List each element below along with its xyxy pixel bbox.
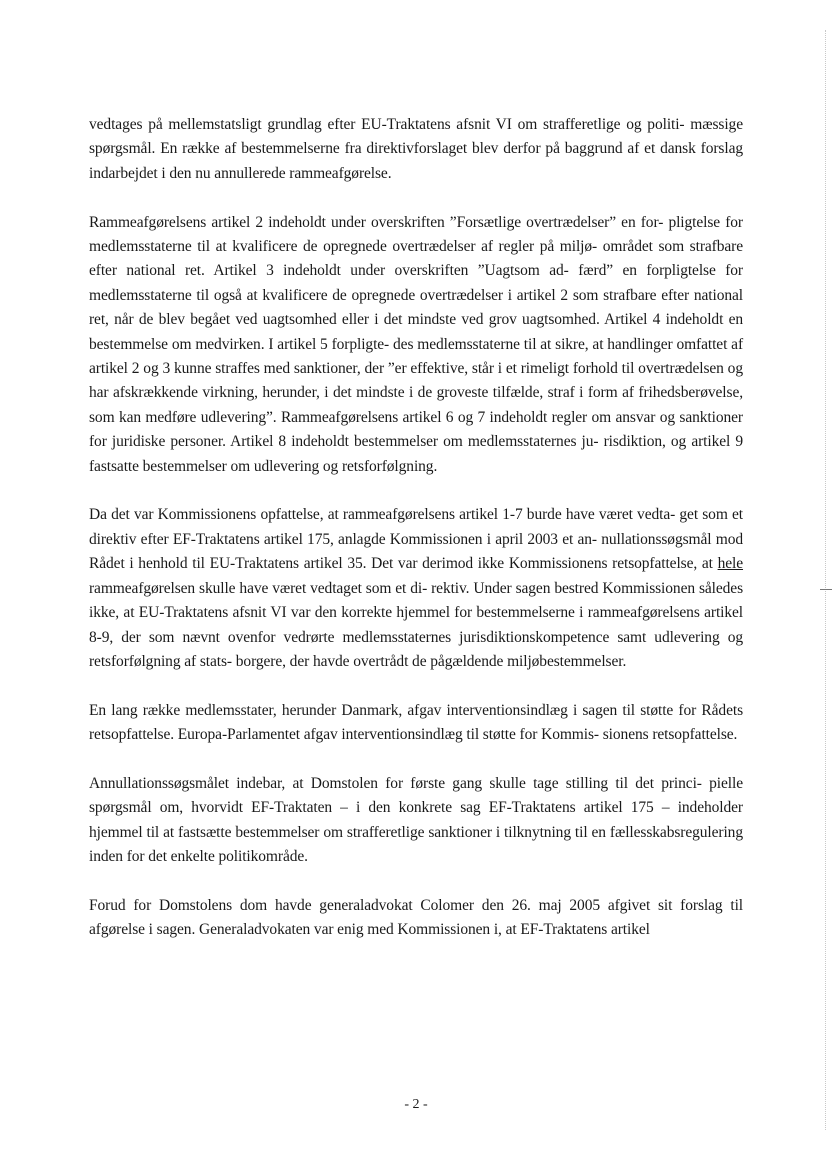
text-line: nullationssøgsmål mod Rådet i henhold til EU-Traktatens artikel 35. Det var derimod ikke xyxy=(89,530,743,573)
paragraph-1 xyxy=(89,113,743,186)
body-text xyxy=(89,113,743,967)
page-number: - 2 - xyxy=(404,1097,428,1112)
text-line: pielle spørgsmål om, hvorvidt EF-Traktaten – i den konkrete sag EF-Traktatens artikel 175 – xyxy=(89,774,743,817)
text-line: get som et direktiv efter EF-Traktatens artikel 175, anlagde Kommissionen i april 2003 et an- xyxy=(89,506,743,548)
text-line: borgere, der havde overtrådt de pågældende miljøbestemmelser. xyxy=(235,652,627,670)
text-line: mæssige spørgsmål. En række af bestemmelserne fra direktivforslaget blev derfor på baggrund xyxy=(89,116,743,158)
text-line: Forud for Domstolens dom havde generaladvokat Colomer den 26. maj 2005 afgivet sit forslag xyxy=(89,896,723,914)
paragraph-6 xyxy=(89,894,743,943)
underlined-word: hele xyxy=(717,555,744,573)
text-line: for Rådets retsopfattelse. Europa-Parlamentet afgav interventionsindlæg til støtte for Kommis- xyxy=(89,701,743,744)
text-line: pligtelse for medlemsstaterne til at kvalificere de opregnede overtrædelser af regler på miljø- xyxy=(89,213,743,256)
paragraph-2 xyxy=(89,211,743,479)
text-line: af et dansk forslag indarbejdet i den nu annullerede rammeafgørelse. xyxy=(89,140,743,182)
paragraph-5 xyxy=(89,772,743,870)
text-line: ved grov uagtsomhed. Artikel 4 indeholdt en bestemmelse om medvirken. I artikel 5 forpligte- xyxy=(89,311,743,353)
text-line: sionens retsopfattelse. xyxy=(602,726,738,744)
text-line: Da det var Kommissionens opfattelse, at rammeafgørelsens artikel 1-7 burde have været vedta- xyxy=(89,506,676,524)
text-line: des medlemsstaterne til at sikre, at handlinger omfattet af artikel 2 og 3 kunne straffes med xyxy=(89,335,744,378)
text-line: sanktioner for juridiske personer. Artikel 8 indeholdt bestemmelser om medlemsstaternes ju- xyxy=(89,408,743,451)
text-line: Rammeafgørelsens artikel 2 indeholdt under overskriften ”Forsætlige overtrædelser” en for- xyxy=(89,213,664,231)
text-line: indeholder hjemmel til at fastsætte bestemmelser om strafferetlige sanktioner i tilknytning til en xyxy=(89,799,743,841)
margin-mark xyxy=(820,589,832,590)
text-line: vedtages på mellemstatsligt grundlag efter EU-Traktatens afsnit VI om strafferetlige og politi- xyxy=(89,116,685,133)
text-line: sanktioner, der ”er effektive, står i et rimeligt forhold til overtrædelsen og har afskrækkende xyxy=(89,360,743,402)
paragraph-3 xyxy=(89,503,743,674)
text-line: rektiv. Under sagen bestred Kommissionen således ikke, at EU-Traktatens afsnit VI var den xyxy=(89,579,744,622)
text-line: rammeafgørelsen skulle have været vedtaget som et di- xyxy=(89,579,428,597)
text-line: En lang række medlemsstater, herunder Danmark, afgav interventionsindlæg i sagen til støtte xyxy=(89,701,674,719)
paragraph-4 xyxy=(89,699,743,748)
text-line: til afgørelse i sagen. Generaladvokaten var enig med Kommissionen i, at EF-Traktatens artikel xyxy=(89,896,743,939)
text-line: artikel 2 som strafbare efter national ret, når de blev begået ved uagtsomhed eller i det mindste xyxy=(89,286,743,329)
text-line: Kommissionens retsopfattelse, at xyxy=(508,555,713,573)
text-line: korrekte hjemmel for bestemmelserne i rammeafgørelsens artikel 8-9, der som nævnt ovenfor xyxy=(89,604,743,646)
text-line: området som strafbare efter national ret. Artikel 3 indeholdt under overskriften ”Uagtsom ad- xyxy=(89,238,743,280)
text-line: Annullationssøgsmålet indebar, at Domstolen for første gang skulle tage stilling til det princi- xyxy=(89,774,702,792)
text-line: vedrørte medlemsstaternes jurisdiktionskompetence samt udlevering og retsforfølgning af stats- xyxy=(89,628,743,670)
text-line: færd” en forpligtelse for medlemsstaterne til også at kvalificere de opregnede overtrædelser i xyxy=(89,262,743,304)
scan-edge xyxy=(824,30,826,1130)
text-line: risdiktion, og artikel 9 fastsatte bestemmelser om udlevering og retsforfølgning. xyxy=(89,433,743,475)
text-line: virkning, herunder, i det mindste i de groveste tilfælde, straf i form af frihedsberøvelse, som xyxy=(89,384,743,426)
text-line: fællesskabsregulering inden for det enkelte politikområde. xyxy=(89,823,743,866)
text-line: kan medføre udlevering”. Rammeafgørelsens artikel 6 og 7 indeholdt regler om ansvar og xyxy=(118,408,676,426)
